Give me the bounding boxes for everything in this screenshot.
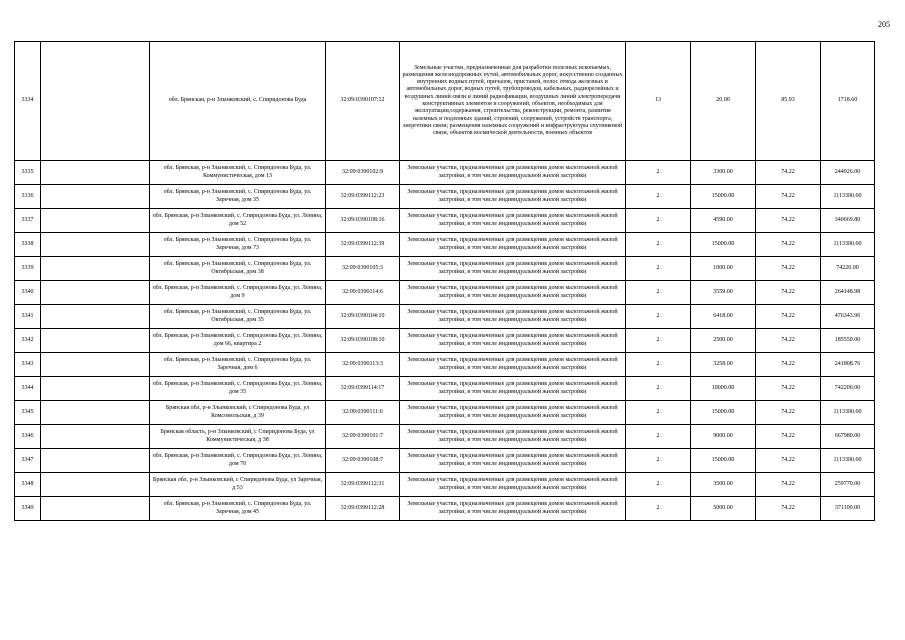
table-row — [15, 161, 875, 185]
area-cell: 9000.00 — [691, 425, 756, 449]
gap-cell — [41, 449, 150, 473]
address-cell: Брянская обл, р-н Злынковский, с Спиридонова Буда, ул Комсомольская, д 39 — [150, 401, 326, 425]
table-row — [15, 473, 875, 497]
cadastral-number-cell: 32:09:0390108:10 — [326, 329, 400, 353]
gap-cell — [41, 305, 150, 329]
cadastral-number-cell: 32:09:0390114:6 — [326, 281, 400, 305]
address-cell: обл. Брянская, р-н Злынковский, с. Спиридонова Буда, ул. Ленина, дом 35 — [150, 377, 326, 401]
gap-cell — [41, 233, 150, 257]
gap-cell — [41, 329, 150, 353]
group-code-cell: 13 — [626, 42, 691, 161]
permitted-use-cell: Земельные участки, предназначенные для размещения домов малоэтажной жилой застройки, в том числе индивидуальной жилой застройки — [400, 257, 626, 281]
table-row — [15, 233, 875, 257]
cadastral-number-cell: 32:09:0390112:23 — [326, 185, 400, 209]
address-cell: Брянская область, р-н Злынковский, с Спиридонова Буда, ул Коммунистическая, д 38 — [150, 425, 326, 449]
group-code-cell: 2 — [626, 305, 691, 329]
address-cell: обл. Брянская, р-н Злынковский, с. Спиридонова Буда, ул. Октябрьская, дом 38 — [150, 257, 326, 281]
specific-value-cell: 74.22 — [756, 161, 821, 185]
area-cell: 3559.00 — [691, 281, 756, 305]
group-code-cell: 2 — [626, 185, 691, 209]
address-cell: обл. Брянская, р-н Злынковский, с. Спиридонова Буда, ул. Ленина, дом 66, квартира 2 — [150, 329, 326, 353]
row-number: 3348 — [15, 473, 41, 497]
table-row — [15, 42, 875, 161]
address-cell: обл. Брянская, р-н Злынковский, с. Спиридонова Буда, ул. Ленина, дом 52 — [150, 209, 326, 233]
group-code-cell: 2 — [626, 281, 691, 305]
area-cell: 2500.00 — [691, 329, 756, 353]
cadastral-value-cell: 371100.00 — [821, 497, 875, 521]
row-number: 3345 — [15, 401, 41, 425]
table-row — [15, 377, 875, 401]
gap-cell — [41, 497, 150, 521]
specific-value-cell: 74.22 — [756, 353, 821, 377]
cadastral-value-cell: 259770.00 — [821, 473, 875, 497]
row-number: 3338 — [15, 233, 41, 257]
cadastral-number-cell: 32:09:0390108:16 — [326, 209, 400, 233]
gap-cell — [41, 377, 150, 401]
cadastral-value-cell: 742200.00 — [821, 377, 875, 401]
specific-value-cell: 74.22 — [756, 281, 821, 305]
cadastral-value-cell: 1718.60 — [821, 42, 875, 161]
cadastral-number-cell: 32:09:0390111:6 — [326, 401, 400, 425]
gap-cell — [41, 401, 150, 425]
table-row — [15, 497, 875, 521]
area-cell: 15000.00 — [691, 449, 756, 473]
permitted-use-cell: Земельные участки, предназначенные для размещения домов малоэтажной жилой застройки, в том числе индивидуальной жилой застройки — [400, 449, 626, 473]
group-code-cell: 2 — [626, 401, 691, 425]
cadastral-value-cell: 476343.96 — [821, 305, 875, 329]
permitted-use-cell: Земельные участки, предназначенные для разработки полезных ископаемых, размещения железнодорожных путей, автомобильных дорог, искусственно созданных внутренних водных путей, причалов, пристаней, полос отвода железных и автомобильных дорог, водных путей, трубопроводов, кабельных, радиорелейных и воздушных линий связи и линий радиофикации, воздушных линий электропередачи конструктивных элементов и сооружений, объектов, необходимых для эксплуатации,содержания, строительства, реконструкции, ремонта, развития наземных и подземных зданий, строений, сооружений, устройств транспорта, энергетики связи; размещения наземных сооружений и инфраструктуры спутниковой связи, объектов космической деятельности, военных объектов — [400, 42, 626, 161]
table-row — [15, 257, 875, 281]
group-code-cell: 2 — [626, 233, 691, 257]
cadastral-value-cell: 340669.80 — [821, 209, 875, 233]
cadastral-value-cell: 185550.00 — [821, 329, 875, 353]
page-number: 205 — [878, 20, 890, 29]
table-row — [15, 425, 875, 449]
permitted-use-cell: Земельные участки, предназначенные для размещения домов малоэтажной жилой застройки, в том числе индивидуальной жилой застройки — [400, 233, 626, 257]
address-cell: обл. Брянская, р-н Злынковский, с. Спиридонова Буда, ул. Заречная, дом 35 — [150, 185, 326, 209]
specific-value-cell: 74.22 — [756, 449, 821, 473]
group-code-cell: 2 — [626, 449, 691, 473]
permitted-use-cell: Земельные участки, предназначенные для размещения домов малоэтажной жилой застройки, в том числе индивидуальной жилой застройки — [400, 209, 626, 233]
cadastral-value-cell: 244926.00 — [821, 161, 875, 185]
row-number: 3339 — [15, 257, 41, 281]
row-number: 3347 — [15, 449, 41, 473]
table-row — [15, 353, 875, 377]
group-code-cell: 2 — [626, 425, 691, 449]
gap-cell — [41, 42, 150, 161]
gap-cell — [41, 209, 150, 233]
cadastral-value-cell: 74220.00 — [821, 257, 875, 281]
specific-value-cell: 74.22 — [756, 305, 821, 329]
specific-value-cell: 74.22 — [756, 377, 821, 401]
cadastral-value-table — [14, 41, 875, 521]
gap-cell — [41, 257, 150, 281]
permitted-use-cell: Земельные участки, предназначенные для размещения домов малоэтажной жилой застройки, в том числе индивидуальной жилой застройки — [400, 497, 626, 521]
address-cell: обл. Брянская, р-н Злынковский, с. Спиридонова Буда, ул. Коммунистическая, дом 13 — [150, 161, 326, 185]
cadastral-value-cell: 1113300.00 — [821, 401, 875, 425]
group-code-cell: 2 — [626, 377, 691, 401]
row-number: 3335 — [15, 161, 41, 185]
address-cell: обл. Брянская, р-н Злынковский, с. Спиридонова Буда, ул. Октябрьская, дом 35 — [150, 305, 326, 329]
specific-value-cell: 74.22 — [756, 209, 821, 233]
cadastral-number-cell: 32:09:0390102:9 — [326, 161, 400, 185]
address-cell: обл. Брянская, р-н Злынковский, с. Спиридонова Буда — [150, 42, 326, 161]
cadastral-value-cell: 1113300.00 — [821, 449, 875, 473]
permitted-use-cell: Земельные участки, предназначенные для размещения домов малоэтажной жилой застройки, в том числе индивидуальной жилой застройки — [400, 377, 626, 401]
area-cell: 15000.00 — [691, 185, 756, 209]
address-cell: обл. Брянская, р-н Злынковский, с. Спиридонова Буда, ул. Заречная, дом 73 — [150, 233, 326, 257]
address-cell: обл. Брянская, р-н Злынковский, с. Спиридонова Буда, ул. Ленина, дом 70 — [150, 449, 326, 473]
cadastral-number-cell: 32:09:0390112:39 — [326, 233, 400, 257]
area-cell: 15000.00 — [691, 401, 756, 425]
group-code-cell: 2 — [626, 497, 691, 521]
gap-cell — [41, 425, 150, 449]
specific-value-cell: 74.22 — [756, 233, 821, 257]
table-row — [15, 185, 875, 209]
cadastral-number-cell: 32:09:0390101:7 — [326, 425, 400, 449]
group-code-cell: 2 — [626, 329, 691, 353]
cadastral-number-cell: 32:09:0390104:10 — [326, 305, 400, 329]
table-row — [15, 401, 875, 425]
row-number: 3337 — [15, 209, 41, 233]
group-code-cell: 2 — [626, 257, 691, 281]
permitted-use-cell: Земельные участки, предназначенные для размещения домов малоэтажной жилой застройки, в том числе индивидуальной жилой застройки — [400, 185, 626, 209]
cadastral-number-cell: 32:09:0390112:31 — [326, 473, 400, 497]
row-number: 3346 — [15, 425, 41, 449]
table-row — [15, 329, 875, 353]
cadastral-number-cell: 32:09:0390112:28 — [326, 497, 400, 521]
specific-value-cell: 74.22 — [756, 425, 821, 449]
group-code-cell: 2 — [626, 353, 691, 377]
area-cell: 4590.00 — [691, 209, 756, 233]
area-cell: 15000.00 — [691, 233, 756, 257]
address-cell: обл. Брянская, р-н Злынковский, с. Спиридонова Буда, ул. Ленина, дом 9 — [150, 281, 326, 305]
row-number: 3349 — [15, 497, 41, 521]
area-cell: 10000.00 — [691, 377, 756, 401]
row-number: 3334 — [15, 42, 41, 161]
row-number: 3344 — [15, 377, 41, 401]
cadastral-number-cell: 32:09:0390107:12 — [326, 42, 400, 161]
table-row — [15, 449, 875, 473]
table-row — [15, 209, 875, 233]
gap-cell — [41, 473, 150, 497]
cadastral-number-cell: 32:09:0390114:17 — [326, 377, 400, 401]
group-code-cell: 2 — [626, 209, 691, 233]
cadastral-number-cell: 32:09:0390108:7 — [326, 449, 400, 473]
table-row — [15, 305, 875, 329]
permitted-use-cell: Земельные участки, предназначенные для размещения домов малоэтажной жилой застройки, в том числе индивидуальной жилой застройки — [400, 305, 626, 329]
row-number: 3343 — [15, 353, 41, 377]
area-cell: 3258.00 — [691, 353, 756, 377]
permitted-use-cell: Земельные участки, предназначенные для размещения домов малоэтажной жилой застройки, в том числе индивидуальной жилой застройки — [400, 353, 626, 377]
cadastral-value-cell: 264148.98 — [821, 281, 875, 305]
specific-value-cell: 74.22 — [756, 329, 821, 353]
specific-value-cell: 85.93 — [756, 42, 821, 161]
permitted-use-cell: Земельные участки, предназначенные для размещения домов малоэтажной жилой застройки, в том числе индивидуальной жилой застройки — [400, 425, 626, 449]
specific-value-cell: 74.22 — [756, 257, 821, 281]
row-number: 3340 — [15, 281, 41, 305]
group-code-cell: 2 — [626, 473, 691, 497]
cadastral-value-cell: 1113300.00 — [821, 185, 875, 209]
cadastral-number-cell: 32:09:0390105:3 — [326, 257, 400, 281]
area-cell: 20.00 — [691, 42, 756, 161]
area-cell: 1000.00 — [691, 257, 756, 281]
specific-value-cell: 74.22 — [756, 401, 821, 425]
address-cell: обл. Брянская, р-н Злынковский, с. Спиридонова Буда, ул. Заречная, дом 6 — [150, 353, 326, 377]
row-number: 3336 — [15, 185, 41, 209]
group-code-cell: 2 — [626, 161, 691, 185]
address-cell: Брянская обл, р-н Злынковский, с Спиридонова Буда, ул Заречная, д 53 — [150, 473, 326, 497]
gap-cell — [41, 161, 150, 185]
cadastral-value-cell: 667980.00 — [821, 425, 875, 449]
specific-value-cell: 74.22 — [756, 497, 821, 521]
permitted-use-cell: Земельные участки, предназначенные для размещения домов малоэтажной жилой застройки, в том числе индивидуальной жилой застройки — [400, 161, 626, 185]
permitted-use-cell: Земельные участки, предназначенные для размещения домов малоэтажной жилой застройки, в том числе индивидуальной жилой застройки — [400, 473, 626, 497]
permitted-use-cell: Земельные участки, предназначенные для размещения домов малоэтажной жилой застройки, в том числе индивидуальной жилой застройки — [400, 329, 626, 353]
area-cell: 6418.00 — [691, 305, 756, 329]
area-cell: 5000.00 — [691, 497, 756, 521]
gap-cell — [41, 185, 150, 209]
row-number: 3342 — [15, 329, 41, 353]
gap-cell — [41, 281, 150, 305]
row-number: 3341 — [15, 305, 41, 329]
cadastral-value-cell: 241808.76 — [821, 353, 875, 377]
permitted-use-cell: Земельные участки, предназначенные для размещения домов малоэтажной жилой застройки, в том числе индивидуальной жилой застройки — [400, 281, 626, 305]
gap-cell — [41, 353, 150, 377]
table-row — [15, 281, 875, 305]
cadastral-number-cell: 32:09:0390113:3 — [326, 353, 400, 377]
specific-value-cell: 74.22 — [756, 473, 821, 497]
specific-value-cell: 74.22 — [756, 185, 821, 209]
cadastral-value-cell: 1113300.00 — [821, 233, 875, 257]
address-cell: обл. Брянская, р-н Злынковский, с. Спиридонова Буда, ул. Заречная, дом 45 — [150, 497, 326, 521]
area-cell: 3500.00 — [691, 473, 756, 497]
permitted-use-cell: Земельные участки, предназначенные для размещения домов малоэтажной жилой застройки, в том числе индивидуальной жилой застройки — [400, 401, 626, 425]
area-cell: 3300.00 — [691, 161, 756, 185]
